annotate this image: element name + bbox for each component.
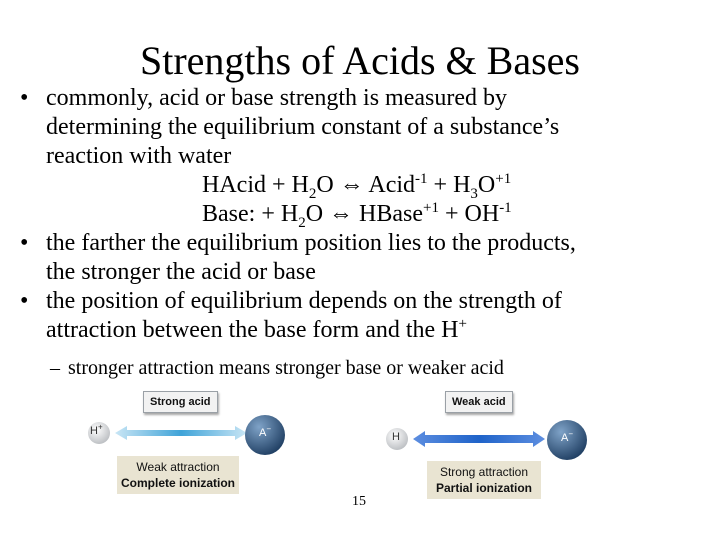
bullet-2-line-2: the stronger the acid or base (46, 259, 316, 285)
page-number: 15 (352, 494, 366, 509)
h-ion-label: H+ (90, 422, 103, 437)
dash: – (50, 357, 60, 379)
h-ion-label: H (392, 431, 400, 443)
strong-attraction-arrow (413, 431, 545, 447)
strong-acid-label: Strong acid (143, 391, 218, 413)
weak-attraction-arrow (115, 426, 247, 440)
sub-bullet: – stronger attraction means stronger base or weaker acid (50, 357, 504, 379)
bullet-1 (20, 84, 710, 229)
equation-acid: HAcid + $H_2O$ ⇔ Acid$^{-1}$ + $H_3O^{+1}$ (202, 171, 512, 202)
bullet-1-line-1: commonly, acid or base strength is measured by (46, 85, 507, 111)
bullet-1-line-3: reaction with water (46, 143, 232, 169)
slide-title: Strengths of Acids & Bases (140, 38, 580, 83)
bullet-3-line-2: attraction between the base form and the H+ (46, 316, 467, 343)
strong-acid-caption: Weak attraction Complete ionization (117, 456, 239, 494)
anion-label: A− (259, 424, 272, 439)
bullet-3 (20, 287, 710, 345)
bullet-list (20, 84, 710, 345)
bullet-2-line-1: the farther the equilibrium position lies to the products, (46, 230, 576, 256)
weak-acid-caption: Strong attraction Partial ionization (427, 461, 541, 499)
bullet-3-line-1: the position of equilibrium depends on the strength of (46, 288, 562, 314)
equation-base: Base: + $H_2O$ ⇔ HBase$^{+1}$ + $OH^{-1}$ (202, 200, 512, 231)
weak-acid-figure (383, 385, 593, 495)
bullet-dot: • (20, 85, 29, 111)
weak-acid-label: Weak acid (445, 391, 513, 413)
bullet-2 (20, 229, 710, 287)
bullet-1-line-2: determining the equilibrium constant of a substance’s (46, 114, 560, 140)
bullet-dot: • (20, 230, 29, 256)
strong-acid-figure (85, 385, 295, 495)
anion-label: A− (561, 429, 574, 444)
bullet-dot: • (20, 288, 29, 314)
